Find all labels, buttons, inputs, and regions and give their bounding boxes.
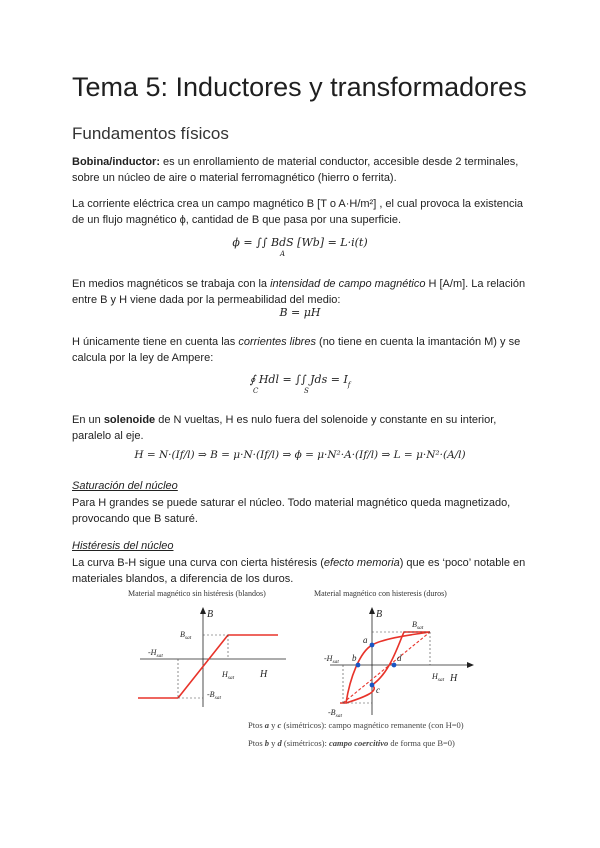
fig2-h-arrow bbox=[467, 662, 474, 668]
fig1-mbsat-label: $-B_{sat}$ bbox=[207, 690, 221, 701]
fig2-mhsat-label: $-H_{sat}$ bbox=[324, 654, 339, 665]
equation-ampere-subS: S bbox=[304, 387, 309, 395]
fig2-point-c bbox=[370, 683, 375, 688]
figure-hard-material bbox=[310, 585, 490, 723]
fig2-point-a bbox=[370, 643, 375, 648]
solenoide-term: solenoide bbox=[103, 414, 156, 426]
fig2-point-d bbox=[392, 663, 397, 668]
ampere-term: corrientes libres bbox=[238, 336, 316, 348]
section-heading: Fundamentos físicos bbox=[72, 124, 229, 143]
fig2-title: Material magnético con histeresis (duros) bbox=[314, 589, 447, 598]
equation-flux-text: ϕ = ∫∫ BdS [Wb] = L·i(t) bbox=[232, 236, 368, 249]
fig2-b-arrow bbox=[369, 607, 375, 614]
fig1-hsat-label: $H_{sat}$ bbox=[222, 670, 235, 681]
equation-ampere-text: ∮ Hdl = ∫∫ Jds = I bbox=[249, 373, 348, 386]
paragraph-solenoide bbox=[72, 412, 532, 444]
fig2-d-label: d bbox=[397, 653, 402, 663]
paragraph-ampere bbox=[72, 334, 532, 366]
ampere-b: (no tiene en cuenta la imantación M) y se calcula por la ley de Ampere: bbox=[72, 336, 521, 364]
paragraph-bobina bbox=[72, 154, 532, 186]
equation-permeability: B = μH bbox=[279, 306, 321, 319]
solenoide-b: de N vueltas, H es nulo fuera del solenoide y constante en su interior, paralelo al eje. bbox=[72, 414, 497, 442]
figure-soft-material bbox=[118, 585, 298, 715]
caption-coercitivo: Ptos b y d (simétricos): campo coercitivo de forma que B=0) bbox=[248, 738, 455, 748]
intensidad-a: En medios magnéticos se trabaja con la bbox=[72, 278, 271, 290]
histeresis-term: efecto memoria bbox=[323, 557, 400, 569]
intensidad-term: intensidad de campo magnético bbox=[270, 278, 426, 290]
equation-flux bbox=[0, 236, 600, 258]
fig1-B-label: B bbox=[207, 609, 214, 620]
heading-histeresis: Histéresis del núcleo bbox=[72, 540, 174, 552]
fig1-title: Material magnético sin histéresis (blandos) bbox=[128, 589, 266, 598]
fig1-H-label: H bbox=[260, 669, 268, 680]
fig2-bsat-label: $B_{sat}$ bbox=[412, 620, 424, 631]
term-bobina: Bobina/inductor: bbox=[72, 156, 160, 168]
fig2-hsat-label: $H_{sat}$ bbox=[432, 672, 445, 683]
paragraph-campo: La corriente eléctrica crea un campo magnético B [T o A·H/m²] , el cual provoca la existencia de un flujo magnético ϕ, cantidad de B que pasa por una superficie. bbox=[72, 198, 524, 226]
ampere-a: H únicamente tiene en cuenta las bbox=[72, 336, 239, 348]
equation-ampere-subC: C bbox=[253, 387, 259, 395]
heading-saturacion: Saturación del núcleo bbox=[72, 480, 178, 492]
histeresis-a: La curva B-H sigue una curva con cierta histéresis ( bbox=[72, 557, 324, 569]
paragraph-bobina-text: es un enrollamiento de material conductor, accesible desde 2 terminales, sobre un núcleo de aire o material ferromagnético (hierro o ferrita). bbox=[72, 156, 519, 184]
caption-remanente: Ptos a y c (simétricos): campo magnético remanente (con H=0) bbox=[248, 720, 464, 730]
equation-solenoid: H = N·(If/l) ⇒ B = μ·N·(If/l) ⇒ ϕ = μ·N²·A·(If/l) ⇒ L = μ·N²·(A/l) bbox=[134, 449, 466, 461]
solenoide-a: En un bbox=[72, 414, 104, 426]
fig2-mbsat-label: $-B_{sat}$ bbox=[328, 708, 342, 719]
equation-flux-sub: A bbox=[280, 250, 286, 258]
fig2-c-label: c bbox=[376, 685, 380, 695]
histeresis-b: ) que es ‘poco’ notable en materiales blandos, a diferencia de los duros. bbox=[72, 557, 526, 585]
fig1-bsat-label: $B_{sat}$ bbox=[180, 630, 192, 641]
fig1-mhsat-label: $-H_{sat}$ bbox=[148, 648, 163, 659]
fig2-point-b bbox=[356, 663, 361, 668]
fig2-b-label: b bbox=[352, 653, 357, 663]
paragraph-saturacion: Para H grandes se puede saturar el núcleo. Todo material magnético queda magnetizado, provocando que B saturé. bbox=[72, 497, 511, 525]
fig2-H-label: H bbox=[450, 673, 458, 684]
paragraph-intensidad bbox=[72, 276, 532, 308]
fig2-B-label: B bbox=[376, 609, 383, 620]
intensidad-b: H [A/m]. La relación entre B y H viene dada por la permeabilidad del medio: bbox=[72, 278, 526, 306]
paragraph-histeresis bbox=[72, 555, 532, 587]
fig2-a-label: a bbox=[363, 635, 368, 645]
equation-ampere bbox=[0, 373, 600, 395]
equation-ampere-subf: f bbox=[347, 381, 351, 389]
page-title: Tema 5: Inductores y transformadores bbox=[72, 72, 527, 102]
fig1-b-arrow bbox=[200, 607, 206, 614]
